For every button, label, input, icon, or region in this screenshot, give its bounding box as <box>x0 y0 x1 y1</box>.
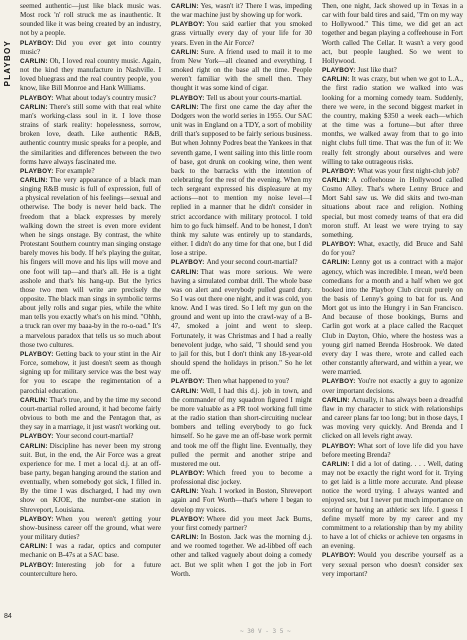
speaker-label: CARLIN: <box>171 3 199 10</box>
interview-paragraph <box>322 66 463 75</box>
speaker-label: PLAYBOY: <box>322 67 356 75</box>
paragraph-text: seemed authentic—just like black music was. Most rock 'n' roll struck me as inauthentic. It sounded like it was being created by an industry, not by a people. <box>20 2 161 38</box>
speaker-label: PLAYBOY: <box>20 94 54 102</box>
paragraph-text: Sure. A friend used to mail it to me from New York—all cleaned and everything. I smoked right on the base all the time. People weren't familiar with the smell then. They thought it was some kind of cigar. <box>171 47 312 93</box>
interview-paragraph <box>20 515 161 542</box>
paragraph-text: There's still some with that real white man's working-class soul in it. I love those strains of stark reality: hopelessness, sorrow, broken love, death. Like authentic R&B, authentic country music speaks for a people, and the similarities and differences between the two forms have always fascinated me. <box>20 102 161 166</box>
paragraph-text: Then what happened to you? <box>206 377 290 386</box>
interview-paragraph <box>20 432 161 441</box>
speaker-label: CARLIN: <box>171 387 199 395</box>
interview-paragraph <box>171 377 312 386</box>
paragraph-text: You're not exactly a guy to agonize over important decisions. <box>322 377 463 395</box>
paragraph-text: For example? <box>55 166 95 175</box>
paragraph-text: What about today's country music? <box>55 93 156 102</box>
magazine-vertical-label: PLAYBOY <box>3 40 12 87</box>
paragraph-text: Lenny got us a contract with a major agency, which was incredible. I mean, we'd been comedians for a month and a half when we got booked into the Playboy Club circuit purely on the basis of Lenny's going to bat for us. And Mort got us into the Hungry i in San Francisco. And because of those bookings, Burns and Carlin got work at a place called the Racquet Club in Dayton, Ohio, where the hostess was a young girl named Brenda Hosbrook. We dated every day I was there, wrote and called each other constantly afterward, and within a year, we were married. <box>322 258 463 377</box>
speaker-label: PLAYBOY: <box>171 94 205 102</box>
interview-paragraph <box>171 103 312 259</box>
speaker-label: CARLIN: <box>322 76 350 84</box>
paragraph-text: It was crazy, but when we got to L.A., the first radio station we walked into was looking for a morning comedy team. Suddenly, there we were, in the second biggest market in the country, making $350 a week each—which at the time was a fortune—but after three months, we walked away from that to go into night clubs full time. That was the fun of it: We really felt strongly about ourselves and were willing to take outrageous risks. <box>322 75 463 166</box>
interview-paragraph <box>322 75 463 167</box>
interview-paragraph <box>322 2 463 66</box>
paragraph-text: Just like that? <box>357 66 397 75</box>
speaker-label: PLAYBOY: <box>322 552 356 560</box>
interview-paragraph <box>171 387 312 469</box>
paragraph-text: I did a lot of dating. . . . Well, dating may not be exactly the right word for it. Trying to get laid is a little more accurate. And please notice the word trying. I always wanted and enjoyed sex, but I never put much importance on scoring or having an athletic sex life. I guess I define myself more by my career and my commitment to a relationship than by my ability to have a lot of chicks or achieve ten orgasms in an evening. <box>322 459 463 551</box>
article-column-1 <box>20 2 161 626</box>
article-column-2 <box>171 2 312 626</box>
interview-paragraph <box>171 515 312 533</box>
speaker-label: PLAYBOY: <box>322 378 356 386</box>
interview-paragraph <box>171 2 312 20</box>
paragraph-text: Did you ever get into country music? <box>20 38 161 56</box>
interview-paragraph <box>322 240 463 258</box>
interview-paragraph <box>20 94 161 103</box>
speaker-label: PLAYBOY: <box>171 259 205 267</box>
paragraph-text: In Boston. Jack was the morning d.j. and we roomed together. We ad-libbed off each other and talked vaguely about doing a comedy act. But we split when I got the job in Fort Worth. <box>171 533 312 578</box>
interview-paragraph <box>171 20 312 47</box>
footer-scribble: ~ 30 V - 3 5 ~ <box>240 628 291 635</box>
interview-paragraph <box>171 94 312 103</box>
interview-paragraph <box>322 396 463 442</box>
paragraph-text: The very appearance of a black man singing R&B music is full of expression, full of a physical revelation of his feelings—sexual and otherwise. The body is never held back. The freedom that a black expresses by merely walking down the street is even more evident when he sings onstage. By contrast, the white Protestant Southern country man singing onstage barely moves his body. If he's playing the guitar, his fingers will move and his lips will move and one foot will tap—and that's all. He is a tight asshole and that's his hang-up. But the lyrics those two men will write are precisely the opposite. The black man sings in symbolic terms about jelly rolls and sugar pies, while the white man tells you exactly what's on his mind. "Ohhh, a truck ran over my baaa-by in the ro-o-oad." It's a marvelous paradox that tells us so much about those two cultures. <box>20 175 161 349</box>
paragraph-text: Interesting job for a future counterculture hero. <box>20 560 161 578</box>
speaker-label: PLAYBOY: <box>322 241 356 249</box>
paragraph-text: What was your first night-club job? <box>357 166 460 175</box>
paragraph-text: You said earlier that you smoked grass virtually every day of your life for 30 years. Even in the Air Force? <box>171 20 312 47</box>
paragraph-text: Actually, it has always been a dreadful flaw in my character to stick with relationships and career plans far too long; but in those days, I was moving very quickly. And Brenda and I clicked on all levels right away. <box>322 395 463 441</box>
interview-paragraph <box>322 551 463 578</box>
speaker-label: PLAYBOY: <box>20 39 54 47</box>
speaker-label: CARLIN: <box>171 268 199 276</box>
interview-paragraph <box>171 268 312 378</box>
paragraph-text: Yes, wasn't it? There I was, impeding the war machine just by showing up for work. <box>171 2 312 20</box>
speaker-label: PLAYBOY: <box>322 167 356 175</box>
paragraph-text: Would you describe yourself as a very sexual person who doesn't consider sex very important? <box>322 551 463 578</box>
interview-paragraph <box>171 48 312 94</box>
paragraph-text: That's true, and by the time my second court-martial rolled around, it had become fairly obvious to both me and the Pentagon that, as they say in a marriage, it just wasn't working out. <box>20 395 161 432</box>
speaker-label: CARLIN: <box>20 442 48 450</box>
speaker-label: PLAYBOY: <box>322 442 356 450</box>
paragraph-text: When you weren't getting your show-business career off the ground, what were your military duties? <box>20 514 161 542</box>
paragraph-text: Oh, I loved real country music. Again, not the kind they manufacture in Nashville. I loved bluegrass and the real country people, you know, like Bill Monroe and Hank Williams. <box>20 56 161 93</box>
interview-paragraph <box>20 396 161 433</box>
speaker-label: CARLIN: <box>20 103 48 111</box>
speaker-label: PLAYBOY: <box>171 21 205 29</box>
interview-paragraph <box>322 460 463 552</box>
interview-paragraph <box>20 561 161 579</box>
speaker-label: CARLIN: <box>171 488 199 496</box>
speaker-label: CARLIN: <box>171 103 199 111</box>
speaker-label: PLAYBOY: <box>171 515 205 523</box>
speaker-label: PLAYBOY: <box>20 561 54 569</box>
article-column-3 <box>322 2 463 626</box>
page-gutter <box>0 0 18 640</box>
speaker-label: CARLIN: <box>322 176 350 184</box>
interview-paragraph <box>20 2 161 39</box>
speaker-label: CARLIN: <box>20 396 48 404</box>
paragraph-text: A coffeehouse in Hollywood called Cosmo Alley. That's where Lenny Bruce and Mort Sahl saw us. We did skits and two-man situations about race and religion. Nothing special, but most comedy teams of that era did moron stuff. At least we were trying to say something. <box>322 175 463 239</box>
speaker-label: PLAYBOY: <box>171 378 205 386</box>
paragraph-text: Yeah. I worked in Boston, Shreveport again and Fort Worth—that's where I began to develop my voices. <box>171 487 312 514</box>
paragraph-text: That was more serious. We were having a simulated combat drill. The whole base was on alert and everybody pulled guard duty. So I was out there one night, and it was cold, you know. And I was tired. So I left my gun on the ground and went up into the crawl-way of a B-47, smoked a joint and went to sleep. Fortunately, it was Christmas and I had a really benevolent judge, who said, "I should send you to jail for this, but I don't think any 18-year-old should spend the holidays in prison." So he let me off. <box>171 267 312 377</box>
interview-paragraph <box>322 377 463 395</box>
interview-paragraph <box>20 167 161 176</box>
paragraph-text: The first one came the day after the Dodgers won the world series in 1955. Our SAC unit was in England on a TDY, a sort of mobility drill that's supposed to be fairly serious business. But when Johnny Podres beat the Yankees in that seventh game, I went sailing into this little room of base, got drunk on cooking wine, then went back to the barracks with the intention of celebrating for the rest of the evening. When my tech sergeant expressed his displeasure at my actions—not to mention my noise level—I replied in a manner that he didn't consider in strict accordance with military protocol. I told him to go fuck himself. And to be honest, I don't think my salute was entirely up to standards, either. I didn't do any time for that one, but I did lose a stripe. <box>171 102 312 258</box>
interview-paragraph <box>322 442 463 460</box>
interview-paragraph <box>20 57 161 94</box>
speaker-label: PLAYBOY: <box>20 167 54 175</box>
article-columns <box>20 2 463 626</box>
interview-paragraph <box>171 258 312 267</box>
interview-paragraph <box>20 350 161 396</box>
paragraph-text: Then, one night, Jack showed up in Texas in a car with four bald tires and said, "I'm on my way to Hollywood." This time, we did get an act together and began playing a coffeehouse in Fort Worth called The Cellar. It wasn't a very good act, but people laughed. So we went to Hollywood. <box>322 2 463 65</box>
speaker-label: PLAYBOY: <box>171 469 205 477</box>
speaker-label: CARLIN: <box>171 48 199 56</box>
paragraph-text: What sort of love life did you have before meeting Brenda? <box>322 441 463 459</box>
interview-paragraph <box>20 39 161 57</box>
speaker-label: CARLIN: <box>20 176 48 184</box>
paragraph-text: Getting back to your stint in the Air Force, somehow, it just doesn't seem as though signing up for military service was the best way for you to escape the regimentation of a parochial education. <box>20 349 161 395</box>
paragraph-text: Which freed you to become a professional disc jockey. <box>171 468 312 487</box>
speaker-label: PLAYBOY: <box>20 433 54 441</box>
interview-paragraph <box>322 167 463 176</box>
paragraph-text: Where did you meet Jack Burns, your first comedy partner? <box>171 514 312 532</box>
interview-paragraph <box>20 176 161 350</box>
page-number: 84 <box>4 613 12 620</box>
speaker-label: CARLIN: <box>20 543 48 551</box>
interview-paragraph <box>171 469 312 487</box>
paragraph-text: Well, I had this d.j. job in town, and the commander of my squadron figured I might be more valuable as a PR tool working full time at the radio station than short-circuiting nuclear bombers and telling everybody to go fuck himself. So he gave me an off-base work permit and took me off the flight line. Eventually, they pulled the permit and another stripe and mustered me out. <box>171 386 312 468</box>
speaker-label: PLAYBOY: <box>20 350 54 358</box>
speaker-label: CARLIN: <box>322 396 350 404</box>
speaker-label: CARLIN: <box>322 460 350 468</box>
speaker-label: CARLIN: <box>171 534 199 542</box>
interview-paragraph <box>322 258 463 377</box>
interview-paragraph <box>20 442 161 515</box>
speaker-label: CARLIN: <box>20 57 48 65</box>
interview-paragraph <box>20 542 161 560</box>
interview-paragraph <box>171 487 312 514</box>
speaker-label: PLAYBOY: <box>20 515 54 523</box>
paragraph-text: And your second court-martial? <box>206 258 298 267</box>
paragraph-text: What, exactly, did Bruce and Sahl do for you? <box>322 240 463 258</box>
paragraph-text: I was a radar, optics and computer mechanic on B-47s at a SAC base. <box>20 542 161 560</box>
interview-paragraph <box>171 533 312 579</box>
paragraph-text: Discipline has never been my strong suit. But, in the end, the Air Force was a great experience for me. I met a local d.j. at an off-base party, began hanging around the station and eventually, when somebody got sick, I filled in. By the time I was discharged, I had my own show on KJOE, the number-one station in Shreveport, Louisiana. <box>20 441 161 514</box>
paragraph-text: Tell us about your courts-martial. <box>206 93 302 102</box>
speaker-label: CARLIN: <box>322 259 350 267</box>
interview-paragraph <box>20 103 161 167</box>
interview-paragraph <box>322 176 463 240</box>
paragraph-text: Your second court-martial? <box>55 432 134 441</box>
